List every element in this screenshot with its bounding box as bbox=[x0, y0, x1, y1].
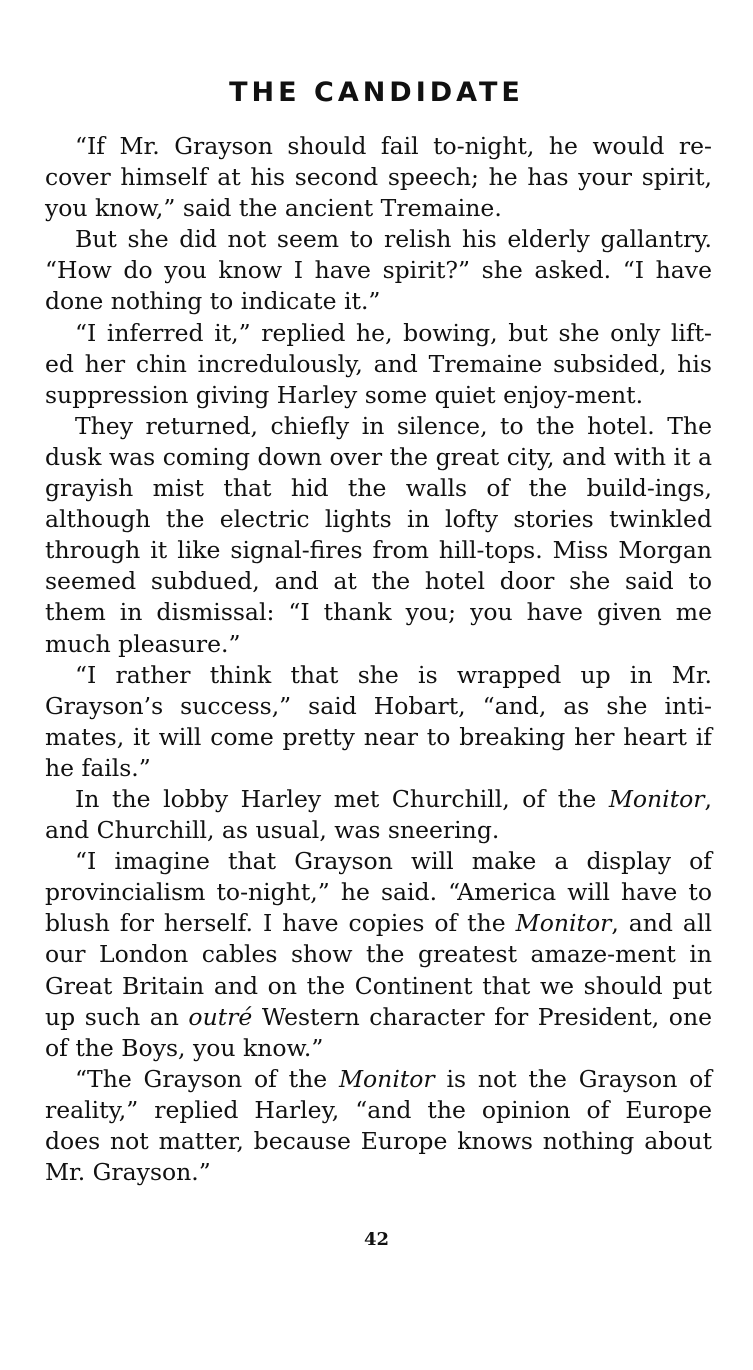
paragraph-7-text-b: , and all our London cables show the greatest amaze-ment in Great Britain and on the Continent that we should put up such an bbox=[45, 909, 712, 1031]
paragraph-6-text-b: , and Churchill, as usual, was sneering. bbox=[45, 784, 712, 845]
paragraph-3: “I inferred it,” replied he, bowing, but she only lift-ed her chin incredulously, and Tremaine subsided, his suppression giving Harley some quiet enjoy-ment. bbox=[45, 318, 712, 409]
monitor-title-italic: Monitor bbox=[338, 1064, 435, 1093]
page-number: 42 bbox=[363, 1229, 390, 1250]
paragraph-7 bbox=[45, 846, 712, 1064]
paragraph-7-text-a: “I imagine that Grayson will make a display of provincialism to-night,” he said. “America will have to blush for herself. I have copies of the bbox=[45, 847, 712, 938]
paragraph-2: But she did not seem to relish his elderly gallantry. “How do you know I have spirit?” she asked. “I have done nothing to indicate it.” bbox=[45, 225, 712, 316]
paragraph-6-text-a: In the lobby Harley met Churchill, of the bbox=[75, 784, 609, 813]
paragraph-8-text-b: is not the Grayson of reality,” replied Harley, “and the opinion of Europe does not matter, because Europe knows nothing about Mr. Grayson.” bbox=[45, 1064, 713, 1187]
paragraph-8 bbox=[45, 1064, 712, 1188]
paragraph-8-text-a: “The Grayson of the bbox=[75, 1064, 339, 1093]
paragraph-6 bbox=[45, 784, 712, 846]
paragraph-7-text-c: Western character for President, one of the Boys, you know.” bbox=[45, 1002, 712, 1062]
paragraph-5: “I rather think that she is wrapped up in Mr. Grayson’s success,” said Hobart, “and, as she inti-mates, it will come pretty near to breaking her heart if he fails.” bbox=[45, 660, 712, 782]
running-head: THE CANDIDATE bbox=[229, 77, 524, 108]
paragraph-1: “If Mr. Grayson should fail to-night, he would re-cover himself at his second speech; he has your spirit, you know,” said the ancient Tremaine. bbox=[45, 132, 712, 223]
monitor-title-italic: Monitor bbox=[515, 909, 612, 938]
monitor-title-italic: Monitor bbox=[608, 784, 705, 813]
outre-italic: outré bbox=[188, 1002, 253, 1031]
paragraph-4: They returned, chiefly in silence, to the hotel. The dusk was coming down over the great city, and with it a grayish mist that hid the walls of the build-ings, although the electric lights in lofty stories twinkled through it like signal-fires from hill-tops. Miss Morgan seemed subdued, and at the hotel door she said to them in dismissal: “I thank you; you have given me much pleasure.” bbox=[45, 411, 712, 658]
body-text bbox=[45, 131, 712, 1188]
